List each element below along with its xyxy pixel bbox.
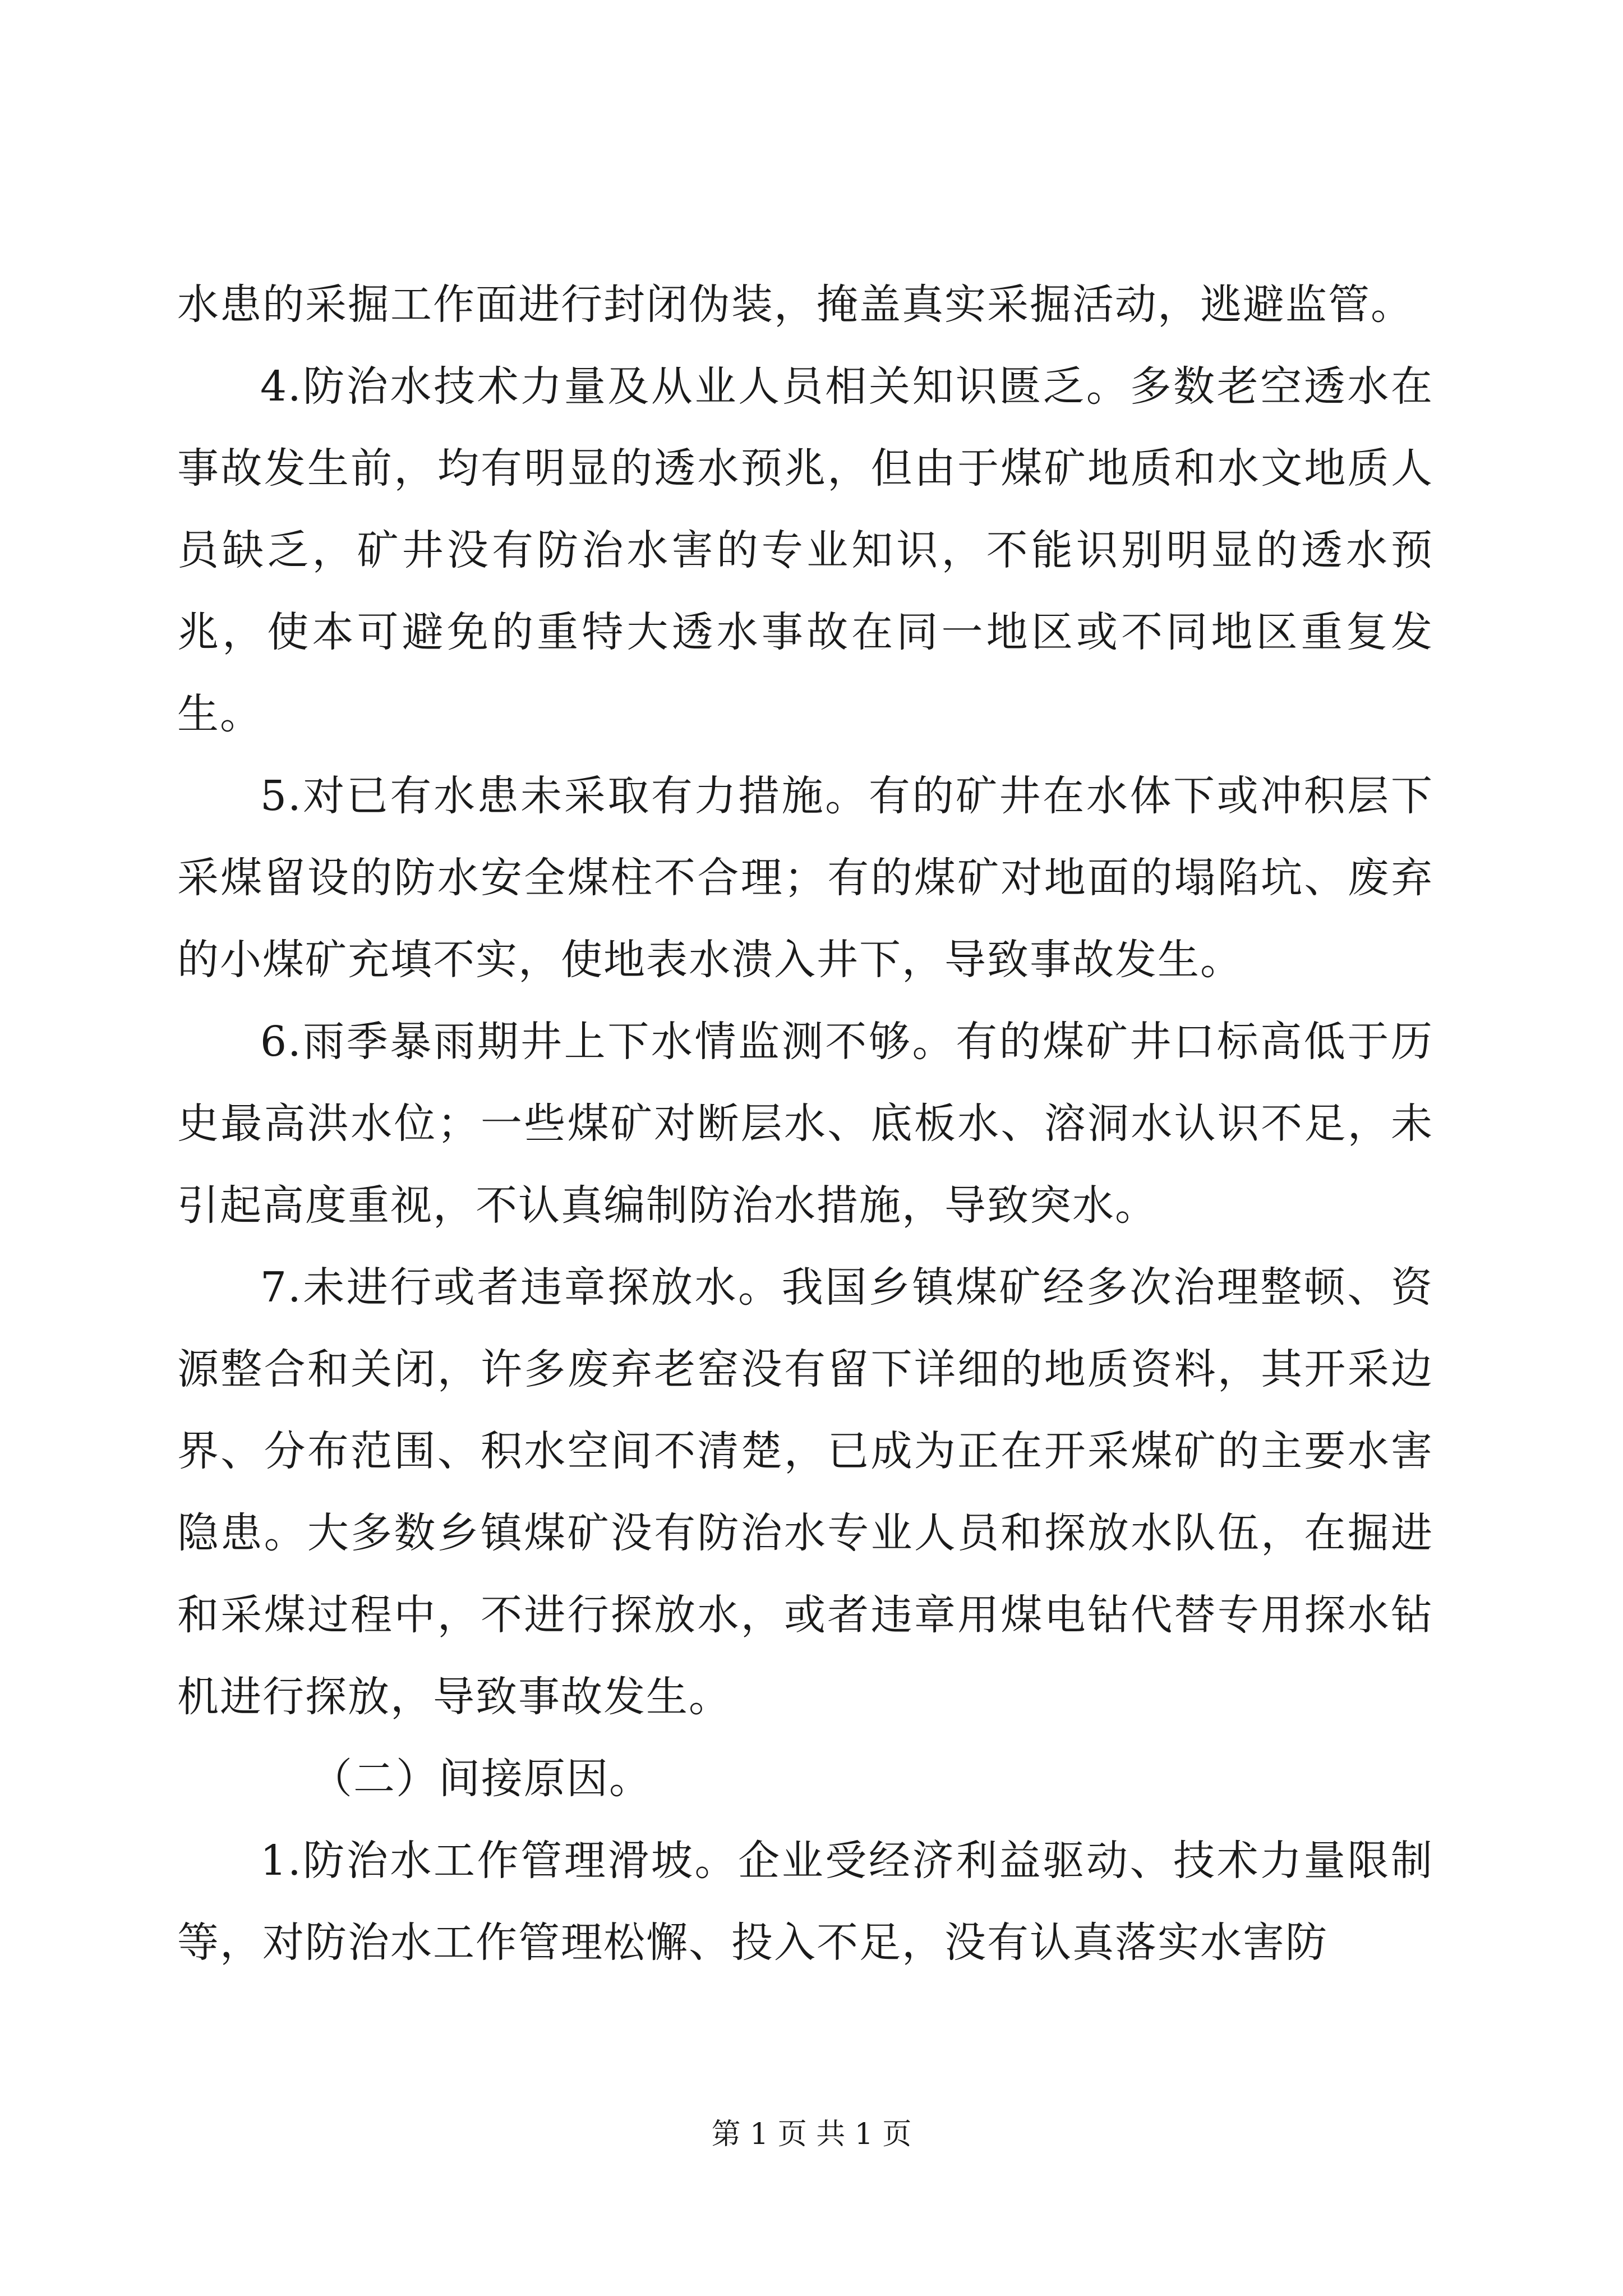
document-body bbox=[177, 264, 1433, 1984]
paragraph-item-7: 7.未进行或者违章探放水。我国乡镇煤矿经多次治理整顿、资源整合和关闭，许多废弃老窑没有留下详细的地质资料，其开采边界、分布范围、积水空间不清楚，已成为正在开采煤矿的主要水害隐患。大多数乡镇煤矿没有防治水专业人员和探放水队伍，在掘进和采煤过程中，不进行探放水，或者违章用煤电钻代替专用探水钻机进行探放，导致事故发生。 bbox=[177, 1263, 1433, 1721]
paragraph-continuation: 水患的采掘工作面进行封闭伪装，掩盖真实采掘活动，逃避监管。 bbox=[177, 280, 1413, 329]
page-footer: 第 1 页 共 1 页 bbox=[711, 2118, 912, 2151]
paragraph-item-5: 5.对已有水患未采取有力措施。有的矿井在水体下或冲积层下采煤留设的防水安全煤柱不合理；有的煤矿对地面的塌陷坑、废弃的小煤矿充填不实，使地表水溃入井下，导致事故发生。 bbox=[177, 772, 1433, 984]
paragraph-item-6: 6.雨季暴雨期井上下水情监测不够。有的煤矿井口标高低于历史最高洪水位；一些煤矿对断层水、底板水、溶洞水认识不足，未引起高度重视，不认真编制防治水措施，导致突水。 bbox=[177, 1018, 1433, 1230]
paragraph-indirect-item-1: 1.防治水工作管理滑坡。企业受经济利益驱动、技术力量限制等，对防治水工作管理松懈、投入不足，没有认真落实水害防 bbox=[177, 1837, 1433, 1967]
section-heading-indirect-causes: （二）间接原因。 bbox=[311, 1755, 652, 1803]
paragraph-item-4: 4.防治水技术力量及从业人员相关知识匮乏。多数老空透水在事故发生前，均有明显的透水预兆，但由于煤矿地质和水文地质人员缺乏，矿井没有防治水害的专业知识，不能识别明显的透水预兆，使本可避免的重特大透水事故在同一地区或不同地区重复发生。 bbox=[177, 362, 1433, 738]
